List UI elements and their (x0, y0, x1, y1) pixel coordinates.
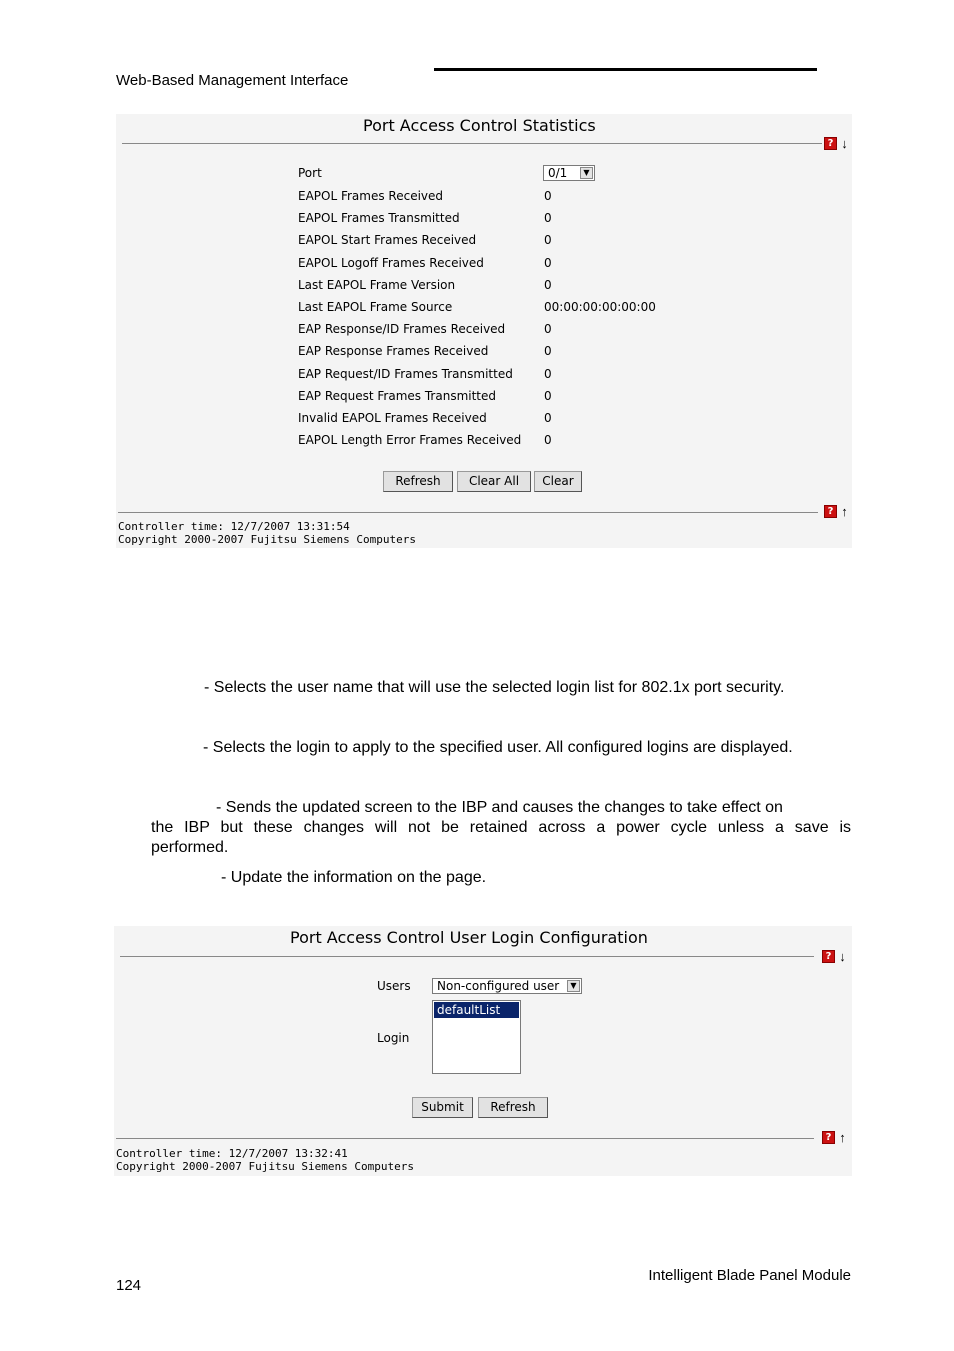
chevron-down-icon[interactable]: ▼ (580, 167, 593, 179)
copyright: Copyright 2000-2007 Fujitsu Siemens Computers (116, 1160, 415, 1173)
submit-button[interactable]: Submit (412, 1097, 473, 1118)
stat-value: 0 (544, 366, 552, 381)
clear-button[interactable]: Clear (534, 471, 582, 492)
stat-value: 0 (544, 189, 552, 203)
product-name: Intelligent Blade Panel Module (648, 1267, 851, 1284)
arrow-down-icon[interactable]: ↓ (839, 949, 846, 964)
stat-label: EAPOL Start Frames Received (298, 233, 477, 248)
header-rule (434, 68, 817, 71)
submit-description-line1: - Sends the updated screen to the IBP and causes the changes to take effect on (216, 799, 783, 816)
help-icon[interactable]: ? (824, 137, 837, 150)
login-top-icons (822, 950, 849, 963)
stat-label: EAP Request/ID Frames Transmitted (298, 366, 513, 381)
help-icon[interactable]: ? (824, 505, 837, 518)
port-select-value: 0/1 (548, 166, 568, 180)
stat-value: 0 (544, 433, 552, 448)
stat-value: 0 (544, 388, 552, 403)
stat-label: Invalid EAPOL Frames Received (298, 411, 487, 425)
refresh-button[interactable]: Refresh (383, 471, 453, 492)
submit-description-line3: performed. (151, 839, 229, 856)
users-label: Users (377, 979, 411, 993)
stat-label: EAPOL Length Error Frames Received (298, 433, 522, 448)
stat-label: Last EAPOL Frame Version (298, 277, 456, 292)
stat-value: 0 (544, 255, 552, 270)
controller-time: Controller time: 12/7/2007 13:32:41 (116, 1147, 348, 1160)
stats-panel (116, 114, 852, 548)
stat-value: 0 (544, 277, 552, 292)
stat-label: EAPOL Frames Received (298, 189, 444, 203)
stats-bottom-icons (824, 505, 851, 518)
login-description: - Selects the login to apply to the specified user. All configured logins are displayed. (203, 739, 793, 756)
login-top-divider (120, 956, 814, 957)
login-bottom-icons (822, 1131, 849, 1144)
stat-label: EAP Response Frames Received (298, 344, 489, 359)
stat-value: 0 (544, 411, 552, 425)
stat-label: EAPOL Logoff Frames Received (298, 255, 484, 270)
login-panel (114, 926, 852, 1176)
chevron-down-icon[interactable]: ▼ (567, 980, 580, 992)
login-listbox[interactable] (432, 1000, 521, 1074)
stat-label: EAP Request Frames Transmitted (298, 388, 496, 403)
stat-value: 0 (544, 211, 552, 226)
stats-bottom-divider (118, 512, 818, 513)
login-option-selected[interactable]: defaultList (434, 1002, 519, 1018)
stat-value: 00:00:00:00:00:00 (544, 300, 656, 314)
page-number: 124 (116, 1277, 142, 1294)
stats-panel-title: Port Access Control Statistics (363, 116, 596, 135)
users-select-value: Non-configured user (437, 979, 560, 993)
stat-value: 0 (544, 344, 552, 359)
login-label: Login (377, 1031, 410, 1045)
arrow-up-icon[interactable]: ↑ (841, 504, 848, 519)
submit-description-line2: the IBP but these changes will not be retained across a power cycle unless a save is (151, 819, 851, 836)
stat-label: Last EAPOL Frame Source (298, 300, 453, 314)
users-select[interactable] (432, 978, 582, 994)
port-label: Port (298, 166, 322, 180)
help-icon[interactable]: ? (822, 950, 835, 963)
stat-value: 0 (544, 322, 552, 337)
refresh-description: - Update the information on the page. (221, 869, 487, 886)
arrow-up-icon[interactable]: ↑ (839, 1130, 846, 1145)
clear-all-button[interactable]: Clear All (457, 471, 531, 492)
stat-value: 0 (544, 233, 552, 248)
refresh-button[interactable]: Refresh (478, 1097, 548, 1118)
copyright: Copyright 2000-2007 Fujitsu Siemens Computers (118, 533, 417, 546)
stat-label: EAP Response/ID Frames Received (298, 322, 506, 337)
document-header-title: Web-Based Management Interface (116, 72, 349, 89)
controller-time: Controller time: 12/7/2007 13:31:54 (118, 520, 350, 533)
port-select[interactable] (543, 165, 595, 181)
stats-top-divider (122, 143, 822, 144)
login-bottom-divider (116, 1138, 814, 1139)
help-icon[interactable]: ? (822, 1131, 835, 1144)
stats-top-icons (824, 137, 851, 150)
users-description: - Selects the user name that will use the selected login list for 802.1x port security. (204, 679, 785, 696)
login-panel-title: Port Access Control User Login Configuration (290, 928, 648, 947)
stat-label: EAPOL Frames Transmitted (298, 211, 460, 226)
arrow-down-icon[interactable]: ↓ (841, 136, 848, 151)
